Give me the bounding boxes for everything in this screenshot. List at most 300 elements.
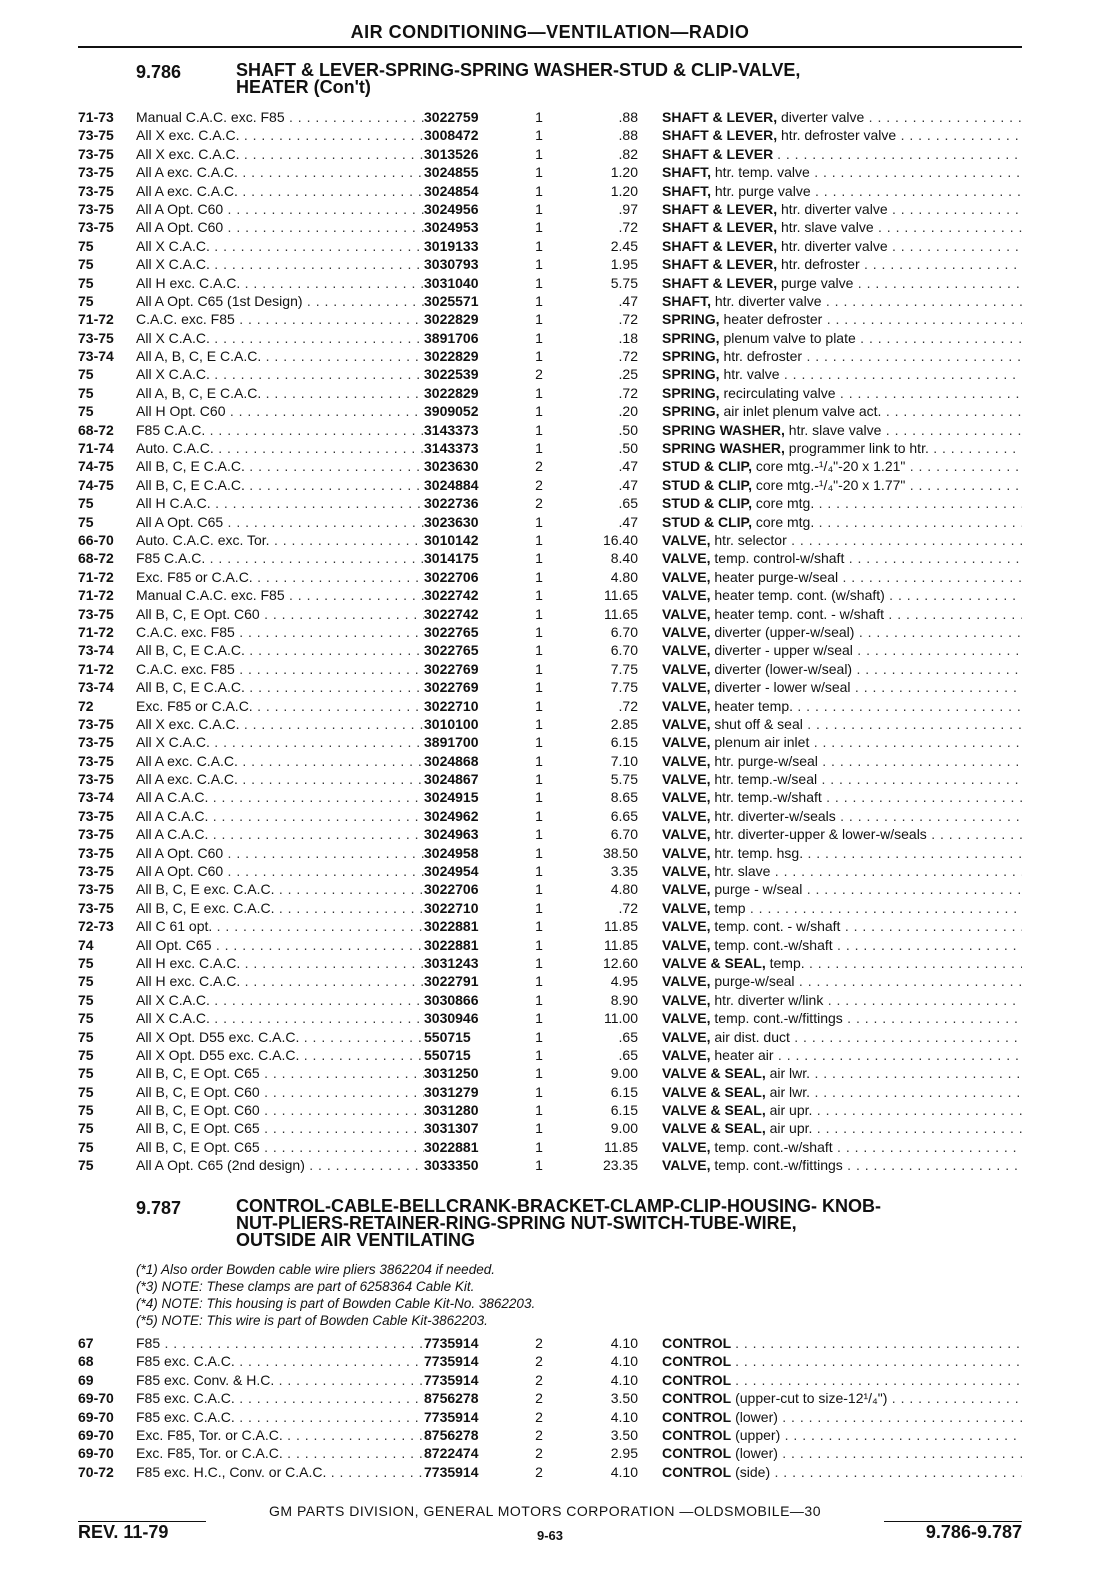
quantity: 2 — [535, 1335, 543, 1351]
application — [136, 917, 424, 935]
part-number: 3024867 — [424, 771, 479, 788]
quantity: 1 — [535, 1010, 543, 1027]
price: 3.35 — [610, 863, 638, 880]
description — [662, 1156, 1022, 1174]
application — [136, 274, 424, 292]
model-year: 75 — [78, 495, 94, 512]
description — [662, 1083, 1022, 1101]
part-number: 8756278 — [424, 1426, 479, 1443]
description — [662, 807, 1022, 825]
quantity: 1 — [535, 679, 543, 696]
application-text: All A exc. C.A.C. — [136, 771, 238, 788]
model-year: 73-75 — [78, 826, 114, 843]
parts-row — [78, 163, 1022, 181]
application — [136, 1046, 424, 1064]
model-year: 66-70 — [78, 531, 114, 548]
price: 2.85 — [610, 715, 638, 732]
part-name: VALVE & SEAL, — [662, 954, 766, 971]
price: .47 — [618, 458, 638, 475]
part-number: 3022881 — [424, 918, 479, 935]
application-text: All A Opt. C60 — [136, 863, 224, 880]
application — [136, 108, 424, 126]
section-9787-parts-list — [78, 1334, 1022, 1481]
quantity: 1 — [535, 826, 543, 843]
part-detail: htr. temp. valve — [714, 164, 810, 181]
model-year: 73-75 — [78, 127, 114, 144]
part-detail: htr. temp. hsg. — [714, 844, 804, 861]
part-number: 3024855 — [424, 164, 479, 181]
quantity: 1 — [535, 991, 543, 1008]
application-text: All X C.A.C. — [136, 329, 210, 346]
application-text: All A Opt. C65 (1st Design) — [136, 292, 303, 309]
part-name: VALVE, — [662, 881, 711, 898]
part-detail: htr. defroster valve — [781, 127, 897, 144]
application — [136, 825, 424, 843]
price: 1.95 — [610, 256, 638, 273]
application — [136, 770, 424, 788]
part-name: STUD & CLIP, — [662, 476, 752, 493]
model-year: 75 — [78, 384, 94, 401]
application-text: All A exc. C.A.C. — [136, 182, 238, 199]
application — [136, 549, 424, 567]
application — [136, 1064, 424, 1082]
model-year: 69-70 — [78, 1426, 114, 1443]
description — [662, 752, 1022, 770]
part-number: 3143373 — [424, 421, 479, 438]
quantity: 1 — [535, 697, 543, 714]
price: 38.50 — [602, 844, 638, 861]
part-name: SHAFT & LEVER, — [662, 200, 778, 217]
part-name: VALVE, — [662, 899, 711, 916]
description — [662, 384, 1022, 402]
quantity: 1 — [535, 807, 543, 824]
application — [136, 1389, 424, 1407]
parts-row — [78, 1009, 1022, 1027]
application-text: All A, B, C, E C.A.C. — [136, 384, 262, 401]
part-detail: htr. diverter valve — [781, 237, 888, 254]
part-name: VALVE, — [662, 550, 711, 567]
parts-row — [78, 715, 1022, 733]
model-year: 74-75 — [78, 458, 114, 475]
description — [662, 1028, 1022, 1046]
part-detail: htr. purge-w/seal — [714, 752, 818, 769]
application-text: All B, C, E Opt. C65 — [136, 1120, 260, 1137]
quantity: 1 — [535, 936, 543, 953]
part-number: 3031280 — [424, 1102, 479, 1119]
price: 7.75 — [610, 679, 638, 696]
part-detail: purge-w/seal — [714, 973, 795, 990]
description — [662, 1064, 1022, 1082]
price: 4.10 — [610, 1335, 638, 1351]
part-number: 3024915 — [424, 789, 479, 806]
description — [662, 899, 1022, 917]
quantity: 1 — [535, 531, 543, 548]
application-text: All A C.A.C. — [136, 807, 209, 824]
part-number: 3022791 — [424, 973, 479, 990]
application-text: All B, C, E C.A.C. — [136, 679, 245, 696]
model-year: 69 — [78, 1371, 94, 1388]
model-year: 73-74 — [78, 348, 114, 365]
description — [662, 880, 1022, 898]
model-year: 75 — [78, 513, 94, 530]
application-text: All X exc. C.A.C. — [136, 127, 240, 144]
description — [662, 365, 1022, 383]
application — [136, 1101, 424, 1119]
price: .18 — [618, 329, 638, 346]
quantity: 1 — [535, 1138, 543, 1155]
description — [662, 936, 1022, 954]
application-text: C.A.C. exc. F85 — [136, 623, 235, 640]
application-text: All B, C, E Opt. C60 — [136, 1102, 260, 1119]
part-number: 3022706 — [424, 881, 479, 898]
application — [136, 880, 424, 898]
application-text: All B, C, E Opt. C60 — [136, 1083, 260, 1100]
parts-row — [78, 145, 1022, 163]
price: 9.00 — [610, 1120, 638, 1137]
part-number: 3024868 — [424, 752, 479, 769]
parts-row — [78, 200, 1022, 218]
part-number: 3022710 — [424, 697, 479, 714]
part-name: VALVE, — [662, 1157, 711, 1174]
quantity: 2 — [535, 458, 543, 475]
part-name: STUD & CLIP, — [662, 513, 752, 530]
application — [136, 1083, 424, 1101]
part-detail: htr. slave — [714, 863, 771, 880]
description — [662, 1009, 1022, 1027]
application-text: All X exc. C.A.C. — [136, 715, 240, 732]
part-name: VALVE, — [662, 587, 711, 604]
description — [662, 347, 1022, 365]
part-name: VALVE, — [662, 789, 711, 806]
quantity: 1 — [535, 219, 543, 236]
part-number: 3008472 — [424, 127, 479, 144]
parts-row — [78, 1138, 1022, 1156]
part-number: 7735914 — [424, 1335, 479, 1351]
quantity: 1 — [535, 237, 543, 254]
part-number: 3891706 — [424, 329, 479, 346]
price: 9.00 — [610, 1065, 638, 1082]
parts-row — [78, 237, 1022, 255]
part-name: CONTROL — [662, 1426, 732, 1443]
quantity: 2 — [535, 1463, 543, 1480]
application — [136, 1371, 424, 1389]
description — [662, 825, 1022, 843]
part-detail: recirculating valve — [723, 384, 836, 401]
part-detail: htr. diverter-upper & lower-w/seals — [714, 826, 927, 843]
application — [136, 1138, 424, 1156]
application-text: All X Opt. D55 exc. C.A.C. — [136, 1028, 300, 1045]
part-name: SHAFT, — [662, 182, 711, 199]
description — [662, 715, 1022, 733]
description — [662, 237, 1022, 255]
parts-row — [78, 972, 1022, 990]
quantity: 1 — [535, 899, 543, 916]
part-detail: heater temp. — [714, 697, 793, 714]
part-number: 3022829 — [424, 348, 479, 365]
note-line: (*5) NOTE: This wire is part of Bowden Cable Kit-3862203. — [136, 1313, 488, 1328]
price: .65 — [618, 495, 638, 512]
application — [136, 255, 424, 273]
application — [136, 972, 424, 990]
model-year: 73-74 — [78, 642, 114, 659]
parts-row — [78, 549, 1022, 567]
part-number: 3022881 — [424, 936, 479, 953]
description — [662, 660, 1022, 678]
application — [136, 439, 424, 457]
application — [136, 384, 424, 402]
application — [136, 1408, 424, 1426]
parts-row — [78, 880, 1022, 898]
part-number: 3022765 — [424, 623, 479, 640]
part-name: SHAFT, — [662, 292, 711, 309]
part-name: SHAFT & LEVER, — [662, 219, 778, 236]
model-year: 75 — [78, 973, 94, 990]
application-text: F85 exc. C.A.C. — [136, 1353, 235, 1370]
part-number: 3014175 — [424, 550, 479, 567]
application — [136, 310, 424, 328]
part-detail: htr. defroster — [723, 348, 803, 365]
description — [662, 972, 1022, 990]
section-title — [236, 62, 1026, 96]
part-detail: heater air — [714, 1046, 774, 1063]
part-detail: htr. temp.-w/seal — [714, 771, 818, 788]
model-year: 74 — [78, 936, 94, 953]
description — [662, 218, 1022, 236]
part-name: SHAFT, — [662, 164, 711, 181]
application — [136, 899, 424, 917]
quantity: 2 — [535, 1445, 543, 1462]
quantity: 1 — [535, 329, 543, 346]
parts-row — [78, 347, 1022, 365]
model-year: 72 — [78, 697, 94, 714]
price: .88 — [618, 109, 638, 125]
application — [136, 513, 424, 531]
model-year: 75 — [78, 991, 94, 1008]
quantity: 1 — [535, 587, 543, 604]
application — [136, 752, 424, 770]
parts-row — [78, 310, 1022, 328]
price: .97 — [618, 200, 638, 217]
quantity: 1 — [535, 145, 543, 162]
application — [136, 936, 424, 954]
part-detail: diverter (lower-w/seal) — [714, 660, 853, 677]
model-year: 71-72 — [78, 623, 114, 640]
part-number: 3031040 — [424, 274, 479, 291]
part-detail: diverter (upper-w/seal) — [714, 623, 855, 640]
part-name: SHAFT & LEVER, — [662, 237, 778, 254]
part-name: SHAFT & LEVER, — [662, 274, 778, 291]
price: .88 — [618, 127, 638, 144]
model-year: 75 — [78, 403, 94, 420]
description — [662, 108, 1022, 126]
part-number: 3022769 — [424, 660, 479, 677]
description — [662, 329, 1022, 347]
quantity: 1 — [535, 715, 543, 732]
part-number: 3030793 — [424, 256, 479, 273]
application-text: All B, C, E exc. C.A.C. — [136, 899, 275, 916]
part-number: 3891700 — [424, 734, 479, 751]
application-text: All X C.A.C. — [136, 237, 210, 254]
part-name: VALVE & SEAL, — [662, 1102, 766, 1119]
description — [662, 255, 1022, 273]
application-text: Exc. F85, Tor. or C.A.C. — [136, 1426, 283, 1443]
quantity: 2 — [535, 1353, 543, 1370]
description — [662, 421, 1022, 439]
model-year: 75 — [78, 1046, 94, 1063]
model-year: 73-75 — [78, 863, 114, 880]
application — [136, 421, 424, 439]
part-detail: htr. defroster — [781, 256, 860, 273]
model-year: 73-75 — [78, 145, 114, 162]
application — [136, 862, 424, 880]
price: 3.50 — [610, 1390, 638, 1407]
part-name: VALVE, — [662, 642, 711, 659]
description — [662, 402, 1022, 420]
price: 4.95 — [610, 973, 638, 990]
note-line: (*1) Also order Bowden cable wire pliers 3862204 if needed. — [136, 1262, 495, 1277]
application-text: F85 exc. Conv. & H.C. — [136, 1371, 275, 1388]
price: 11.85 — [604, 918, 638, 935]
part-detail: htr. diverter valve — [714, 292, 822, 309]
parts-row — [78, 421, 1022, 439]
quantity: 1 — [535, 568, 543, 585]
price: 6.15 — [610, 1083, 638, 1100]
quantity: 1 — [535, 973, 543, 990]
quantity: 1 — [535, 752, 543, 769]
quantity: 1 — [535, 403, 543, 420]
description — [662, 733, 1022, 751]
part-name: VALVE, — [662, 660, 711, 677]
part-detail: htr. valve — [723, 366, 780, 383]
parts-row — [78, 439, 1022, 457]
part-number: 3022769 — [424, 679, 479, 696]
description — [662, 163, 1022, 181]
model-year: 68-72 — [78, 550, 114, 567]
price: 1.20 — [610, 182, 638, 199]
application-text: All H exc. C.A.C. — [136, 954, 241, 971]
part-name: SHAFT & LEVER, — [662, 127, 778, 144]
part-detail: programmer link to htr. — [788, 440, 929, 457]
part-detail: temp. cont.-w/fittings — [714, 1157, 843, 1174]
quantity: 1 — [535, 550, 543, 567]
quantity: 1 — [535, 771, 543, 788]
part-number: 3022539 — [424, 366, 479, 383]
application — [136, 586, 424, 604]
parts-row — [78, 108, 1022, 126]
description — [662, 954, 1022, 972]
application — [136, 347, 424, 365]
price: 11.65 — [604, 587, 638, 604]
parts-row — [78, 218, 1022, 236]
application-text: Exc. F85, Tor. or C.A.C. — [136, 1445, 283, 1462]
part-name: CONTROL — [662, 1463, 732, 1480]
part-name: VALVE, — [662, 1046, 711, 1063]
description — [662, 1389, 1022, 1407]
quantity: 1 — [535, 918, 543, 935]
part-name: VALVE, — [662, 752, 711, 769]
price: .72 — [618, 348, 638, 365]
quantity: 1 — [535, 734, 543, 751]
parts-row — [78, 1028, 1022, 1046]
part-detail: plenum valve to plate — [723, 329, 856, 346]
model-year: 68 — [78, 1353, 94, 1370]
description — [662, 310, 1022, 328]
parts-row — [78, 936, 1022, 954]
application — [136, 145, 424, 163]
price: 8.65 — [610, 789, 638, 806]
model-year: 73-75 — [78, 807, 114, 824]
application-text: All A exc. C.A.C. — [136, 752, 238, 769]
application — [136, 163, 424, 181]
quantity: 1 — [535, 348, 543, 365]
price: 6.70 — [610, 623, 638, 640]
price: .47 — [618, 292, 638, 309]
parts-row — [78, 1156, 1022, 1174]
application — [136, 697, 424, 715]
price: 6.70 — [610, 826, 638, 843]
part-name: VALVE & SEAL, — [662, 1083, 766, 1100]
application — [136, 1334, 424, 1352]
part-name: SPRING, — [662, 403, 720, 420]
section-title-line: SHAFT & LEVER-SPRING-SPRING WASHER-STUD & CLIP-VALVE, — [236, 60, 801, 80]
price: .65 — [618, 1028, 638, 1045]
part-name: VALVE, — [662, 973, 711, 990]
part-number: 3022706 — [424, 568, 479, 585]
model-year: 73-75 — [78, 200, 114, 217]
part-name: SHAFT & LEVER — [662, 145, 774, 162]
price: 11.00 — [604, 1010, 638, 1027]
parts-row — [78, 1101, 1022, 1119]
quantity: 1 — [535, 311, 543, 328]
part-name: VALVE, — [662, 568, 711, 585]
parts-row — [78, 991, 1022, 1009]
part-name: VALVE, — [662, 863, 711, 880]
model-year: 75 — [78, 954, 94, 971]
part-name: SPRING, — [662, 366, 720, 383]
parts-row — [78, 365, 1022, 383]
quantity: 1 — [535, 164, 543, 181]
application-text: All B, C, E Opt. C65 — [136, 1065, 260, 1082]
model-year: 75 — [78, 1157, 94, 1174]
quantity: 1 — [535, 1083, 543, 1100]
application-text: F85 exc. C.A.C. — [136, 1390, 235, 1407]
quantity: 1 — [535, 954, 543, 971]
part-number: 3019133 — [424, 237, 479, 254]
parts-row — [78, 1083, 1022, 1101]
application — [136, 200, 424, 218]
part-number: 7735914 — [424, 1463, 479, 1480]
parts-row — [78, 825, 1022, 843]
application-text: All A Opt. C65 — [136, 513, 224, 530]
part-number: 3022881 — [424, 1138, 479, 1155]
part-name: VALVE, — [662, 697, 711, 714]
model-year: 73-75 — [78, 734, 114, 751]
price: 4.10 — [610, 1371, 638, 1388]
application — [136, 844, 424, 862]
part-number: 3031279 — [424, 1083, 479, 1100]
model-year: 73-75 — [78, 329, 114, 346]
price: .72 — [618, 311, 638, 328]
part-detail: shut off & seal — [714, 715, 803, 732]
price: .65 — [618, 1046, 638, 1063]
parts-row — [78, 568, 1022, 586]
part-number: 3024958 — [424, 844, 479, 861]
application — [136, 182, 424, 200]
parts-row — [78, 531, 1022, 549]
application-text: All H exc. C.A.C. — [136, 274, 241, 291]
description — [662, 274, 1022, 292]
price: 12.60 — [602, 954, 638, 971]
